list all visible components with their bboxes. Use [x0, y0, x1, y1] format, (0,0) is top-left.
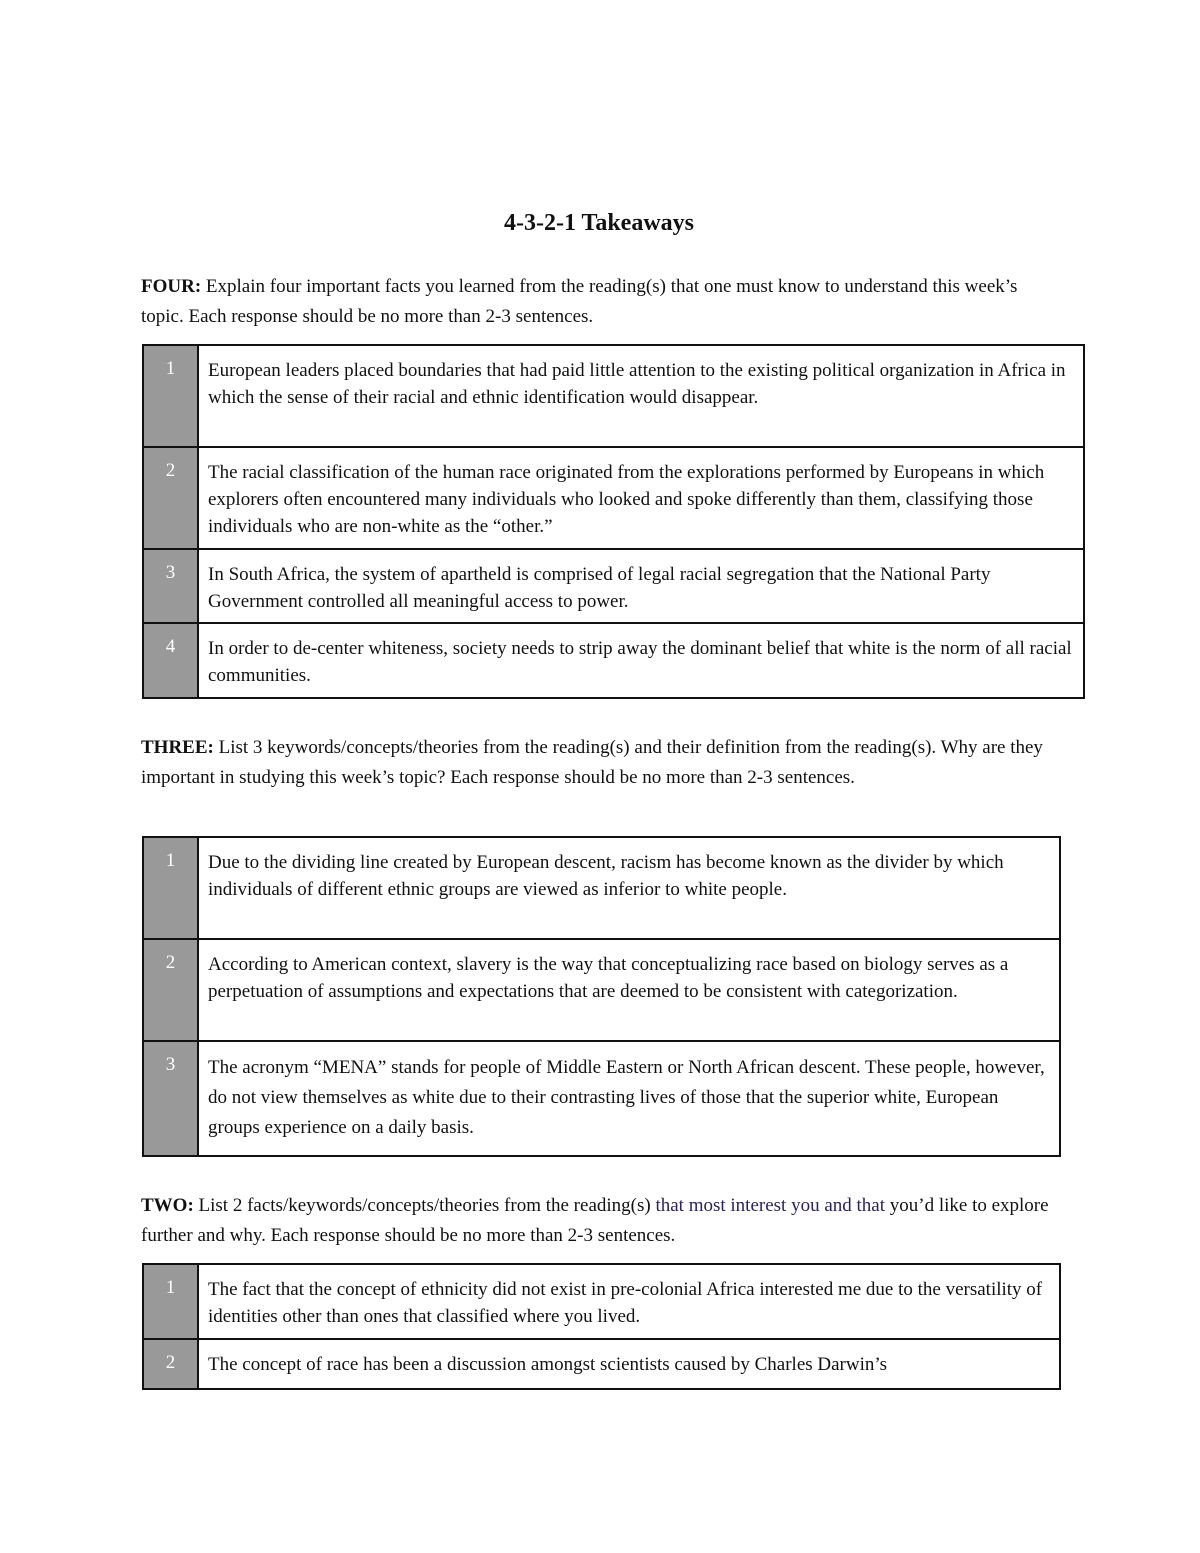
four-prompt	[141, 272, 1061, 332]
row-text: In order to de-center whiteness, society needs to strip away the dominant belief that white is the norm of all racial communities.	[198, 623, 1084, 698]
table-row	[143, 1339, 1060, 1389]
row-text: The racial classification of the human race originated from the explorations performed by Europeans in which explorers often encountered many individuals who looked and spoke differently than them, classifying those individuals who are non-white as the “other.”	[198, 447, 1084, 549]
row-text: Due to the dividing line created by European descent, racism has become known as the divider by which individuals of different ethnic groups are viewed as inferior to white people.	[198, 837, 1060, 939]
three-label: THREE:	[141, 737, 214, 758]
row-number: 1	[143, 345, 198, 447]
two-table	[142, 1263, 1061, 1390]
table-row	[143, 1264, 1060, 1339]
table-row	[143, 345, 1084, 447]
row-text: The fact that the concept of ethnicity did not exist in pre-colonial Africa interested me due to the versatility of identities other than ones that classified where you lived.	[198, 1264, 1060, 1339]
three-prompt-text: List 3 keywords/concepts/theories from the reading(s) and their definition from the reading(s). Why are they important in studying this week’s topic? Each response should be no more than 2-3 sentences.	[141, 737, 1043, 788]
row-number: 1	[143, 837, 198, 939]
row-text: According to American context, slavery is the way that conceptualizing race based on biology serves as a perpetuation of assumptions and expectations that are deemed to be consistent with categorization.	[198, 939, 1060, 1041]
four-label: FOUR:	[141, 276, 202, 297]
two-label: TWO:	[141, 1195, 194, 1216]
row-number: 2	[143, 447, 198, 549]
table-row	[143, 623, 1084, 698]
two-prompt-text-end: you’d like to explore further and why. Each response should be no more than 2-3 sentences.	[141, 1195, 1049, 1246]
four-table	[142, 344, 1085, 699]
row-number: 1	[143, 1264, 198, 1339]
two-prompt	[141, 1191, 1061, 1251]
row-number: 4	[143, 623, 198, 698]
page-title: 4-3-2-1 Takeaways	[503, 210, 695, 236]
table-row	[143, 939, 1060, 1041]
table-row	[143, 837, 1060, 939]
table-row	[143, 1041, 1060, 1156]
row-number: 2	[143, 939, 198, 1041]
row-number: 2	[143, 1339, 198, 1389]
row-text: In South Africa, the system of apartheld is comprised of legal racial segregation that the National Party Government controlled all meaningful access to power.	[198, 549, 1084, 623]
row-number: 3	[143, 1041, 198, 1156]
row-text: The concept of race has been a discussion amongst scientists caused by Charles Darwin’s	[198, 1339, 1060, 1389]
table-row	[143, 447, 1084, 549]
two-prompt-highlight: that most interest you and that	[655, 1195, 885, 1216]
row-number: 3	[143, 549, 198, 623]
row-text: The acronym “MENA” stands for people of Middle Eastern or North African descent. These people, however, do not view themselves as white due to their contrasting lives of those that the superior white, European groups experience on a daily basis.	[198, 1041, 1060, 1156]
four-prompt-text: Explain four important facts you learned from the reading(s) that one must know to understand this week’s topic. Each response should be no more than 2-3 sentences.	[141, 276, 1018, 327]
two-prompt-text: List 2 facts/keywords/concepts/theories from the reading(s)	[193, 1195, 656, 1216]
table-row	[143, 549, 1084, 623]
row-text: European leaders placed boundaries that had paid little attention to the existing political organization in Africa in which the sense of their racial and ethnic identification would disappear.	[198, 345, 1084, 447]
three-table	[142, 836, 1061, 1157]
three-prompt	[141, 733, 1061, 793]
